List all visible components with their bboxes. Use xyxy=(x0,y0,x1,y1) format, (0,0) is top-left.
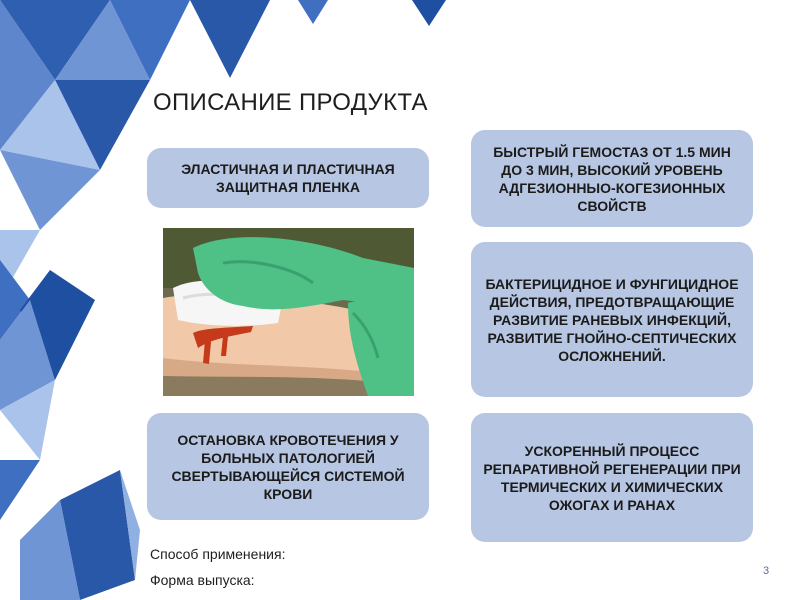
feature-fast-hemostasis: БЫСТРЫЙ ГЕМОСТАЗ ОТ 1.5 МИН ДО 3 МИН, ВЫСОКИЙ УРОВЕНЬ АДГЕЗИОННЫО-КОГЕЗИОННЫХ СВОЙСТВ xyxy=(471,130,753,227)
feature-regeneration: УСКОРЕННЫЙ ПРОЦЕСС РЕПАРАТИВНОЙ РЕГЕНЕРАЦИИ ПРИ ТЕРМИЧЕСКИХ И ХИМИЧЕСКИХ ОЖОГАХ И РАНАХ xyxy=(471,413,753,542)
page-title: ОПИСАНИЕ ПРОДУКТА xyxy=(153,89,428,116)
product-application-photo xyxy=(163,228,414,396)
page-number: 3 xyxy=(763,565,770,577)
feature-bleeding-stop: ОСТАНОВКА КРОВОТЕЧЕНИЯ У БОЛЬНЫХ ПАТОЛОГИЕЙ СВЕРТЫВАЮЩЕЙСЯ СИСТЕМОЙ КРОВИ xyxy=(147,413,429,520)
feature-elastic-film: ЭЛАСТИЧНАЯ И ПЛАСТИЧНАЯ ЗАЩИТНАЯ ПЛЕНКА xyxy=(147,148,429,208)
release-form-label: Форма выпуска: xyxy=(150,572,255,588)
feature-antibacterial: БАКТЕРИЦИДНОЕ И ФУНГИЦИДНОЕ ДЕЙСТВИЯ, ПРЕДОТВРАЩАЮЩИЕ РАЗВИТИЕ РАНЕВЫХ ИНФЕКЦИЙ, РАЗВИТИЕ ГНОЙНО-СЕПТИЧЕСКИХ ОСЛОЖНЕНИЙ. xyxy=(471,242,753,397)
application-method-label: Способ применения: xyxy=(150,546,286,562)
